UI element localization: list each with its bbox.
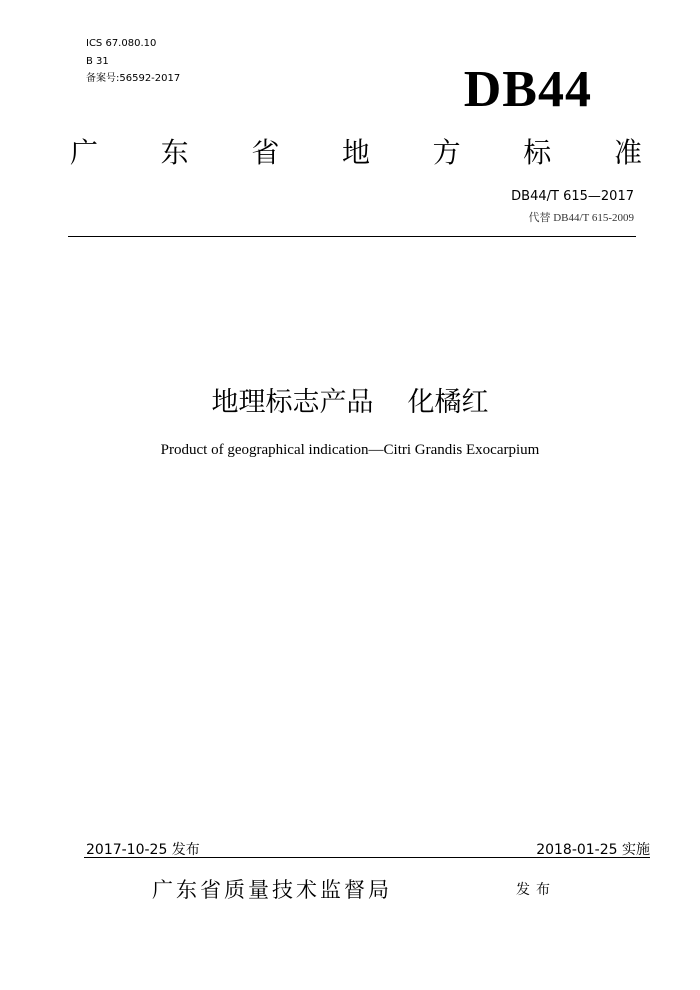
standard-type-char: 东 <box>160 136 189 169</box>
header-divider <box>68 236 636 237</box>
standard-type-heading <box>70 136 642 170</box>
standard-type-char: 准 <box>613 136 642 169</box>
chinese-title-part1: 地理标志产品 <box>211 387 374 418</box>
standard-number: DB44/T 615—2017 <box>511 189 634 204</box>
standard-type-char: 地 <box>341 136 370 169</box>
chinese-title-part2: 化橘红 <box>407 387 489 418</box>
footer-divider <box>84 857 650 858</box>
effective-date: 2018-01-25 实施 <box>536 842 650 858</box>
chinese-title <box>0 380 700 419</box>
issue-label: 发布 <box>516 882 556 898</box>
record-number: 备案号:56592-2017 <box>86 73 181 84</box>
standard-type-char: 标 <box>523 136 552 169</box>
issuing-authority: 广东省质量技术监督局 <box>152 878 392 902</box>
standard-type-char: 方 <box>432 136 461 169</box>
classification-code: B 31 <box>86 56 109 67</box>
standard-type-char: 省 <box>251 136 280 169</box>
db44-logo: DB44 <box>463 61 592 118</box>
publish-date: 2017-10-25 发布 <box>86 842 200 858</box>
replaces-standard: 代替 DB44/T 615-2009 <box>528 212 634 224</box>
ics-code: ICS 67.080.10 <box>86 38 157 49</box>
english-title: Product of geographical indication—Citri Grandis Exocarpium <box>160 442 540 458</box>
standard-type-char: 广 <box>70 136 99 169</box>
